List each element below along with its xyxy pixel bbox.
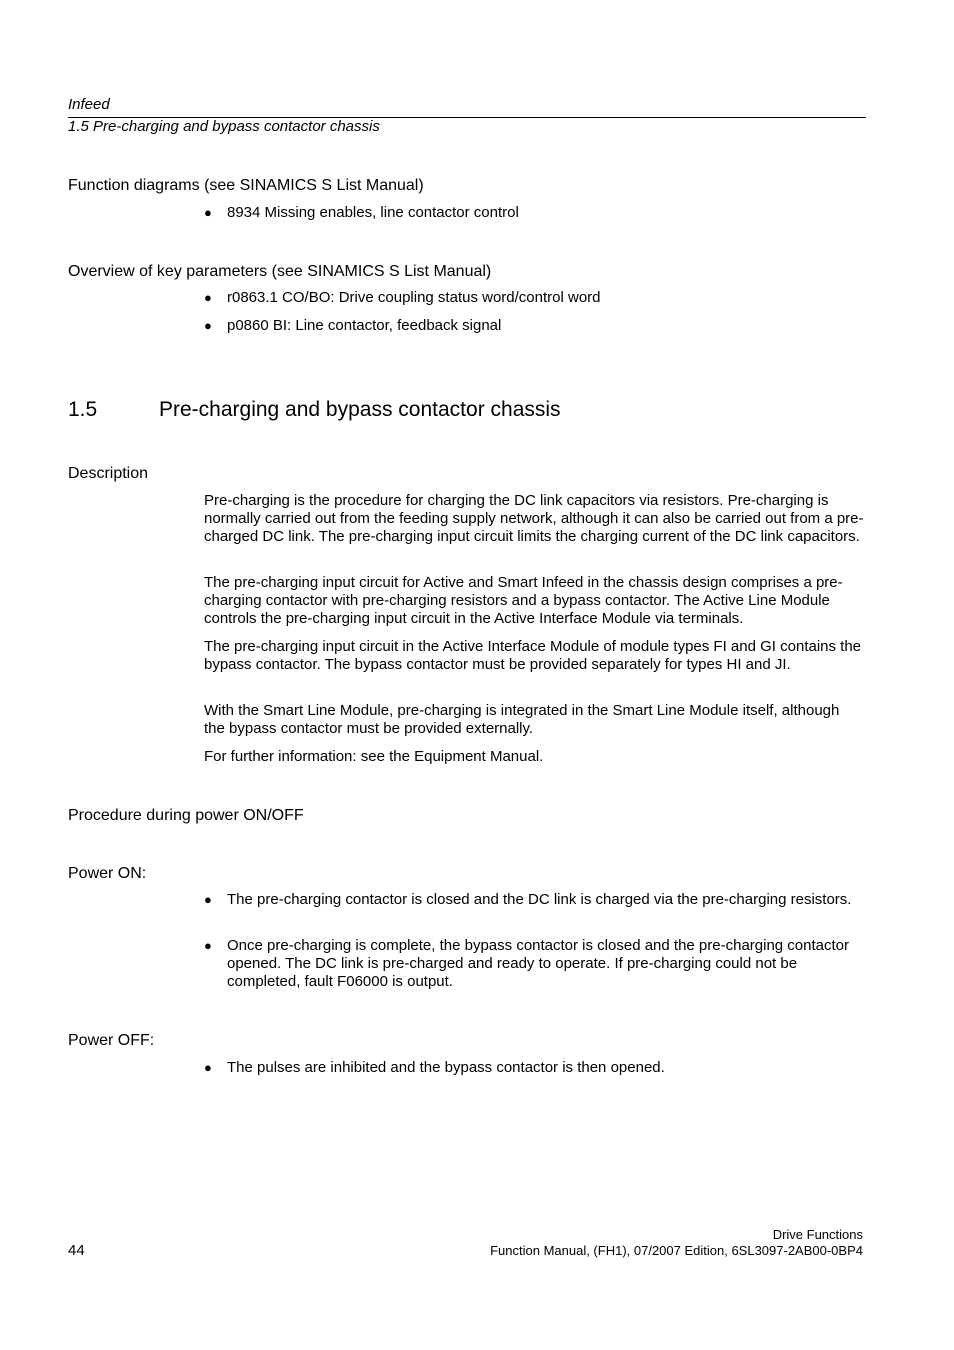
- list-item: [204, 317, 864, 335]
- list-item-text: r0863.1 CO/BO: Drive coupling status word/control word: [227, 289, 601, 306]
- function-diagrams-heading: Function diagrams (see SINAMICS S List Manual): [68, 177, 424, 194]
- footer-book-title: Drive Functions: [772, 1227, 863, 1242]
- bullet-dot-icon: ●: [204, 938, 212, 953]
- list-item: [204, 204, 864, 222]
- bullet-dot-icon: ●: [204, 1060, 212, 1075]
- list-item-text: 8934 Missing enables, line contactor control: [227, 204, 519, 221]
- running-header-chapter: Infeed: [68, 96, 110, 113]
- list-item: [204, 289, 864, 307]
- list-item-text: The pulses are inhibited and the bypass contactor is then opened.: [227, 1059, 665, 1076]
- bullet-dot-icon: ●: [204, 892, 212, 907]
- section-title: Pre-charging and bypass contactor chassis: [159, 398, 561, 421]
- description-paragraph: The pre-charging input circuit for Active and Smart Infeed in the chassis design comprises a pre-charging contactor with pre-charging resistors and a bypass contactor. The Active Line Module controls the pre-charging input circuit in the Active Interface Module via terminals.: [204, 574, 843, 627]
- list-item: [204, 1059, 864, 1077]
- description-paragraph: With the Smart Line Module, pre-charging is integrated in the Smart Line Module itself, although the bypass contactor must be provided externally.: [204, 702, 840, 737]
- section-heading: [68, 397, 561, 423]
- list-item: [204, 891, 864, 909]
- procedure-heading: Procedure during power ON/OFF: [68, 807, 304, 824]
- list-item: [204, 937, 864, 991]
- power-off-heading: Power OFF:: [68, 1032, 155, 1049]
- key-parameters-heading: Overview of key parameters (see SINAMICS S List Manual): [68, 263, 492, 280]
- list-item-text: p0860 BI: Line contactor, feedback signal: [227, 317, 502, 334]
- description-paragraph: Pre-charging is the procedure for charging the DC link capacitors via resistors. Pre-charging is normally carried out from the feeding supply network, although it can also be carried out from a pre-charged DC link. The pre-charging input circuit limits the charging current of the DC link capacitors.: [204, 492, 864, 545]
- running-header-section: 1.5 Pre-charging and bypass contactor chassis: [68, 118, 380, 135]
- description-heading: Description: [68, 465, 149, 482]
- list-item-text: Once pre-charging is complete, the bypass contactor is closed and the pre-charging contactor opened. The DC link is pre-charged and ready to operate. If pre-charging could not be completed, fault F06000 is output.: [227, 937, 850, 990]
- bullet-dot-icon: ●: [204, 290, 212, 305]
- description-paragraph: For further information: see the Equipment Manual.: [204, 748, 544, 765]
- bullet-dot-icon: ●: [204, 205, 212, 220]
- description-paragraph: The pre-charging input circuit in the Active Interface Module of module types FI and GI contains the bypass contactor. The bypass contactor must be provided separately for types HI and JI.: [204, 638, 862, 673]
- footer-edition: Function Manual, (FH1), 07/2007 Edition, 6SL3097-2AB00-0BP4: [490, 1243, 863, 1258]
- list-item-text: The pre-charging contactor is closed and the DC link is charged via the pre-charging resistors.: [227, 891, 852, 908]
- page-number: 44: [68, 1242, 85, 1259]
- power-on-heading: Power ON:: [68, 865, 147, 882]
- section-number: 1.5: [68, 398, 98, 421]
- bullet-dot-icon: ●: [204, 318, 212, 333]
